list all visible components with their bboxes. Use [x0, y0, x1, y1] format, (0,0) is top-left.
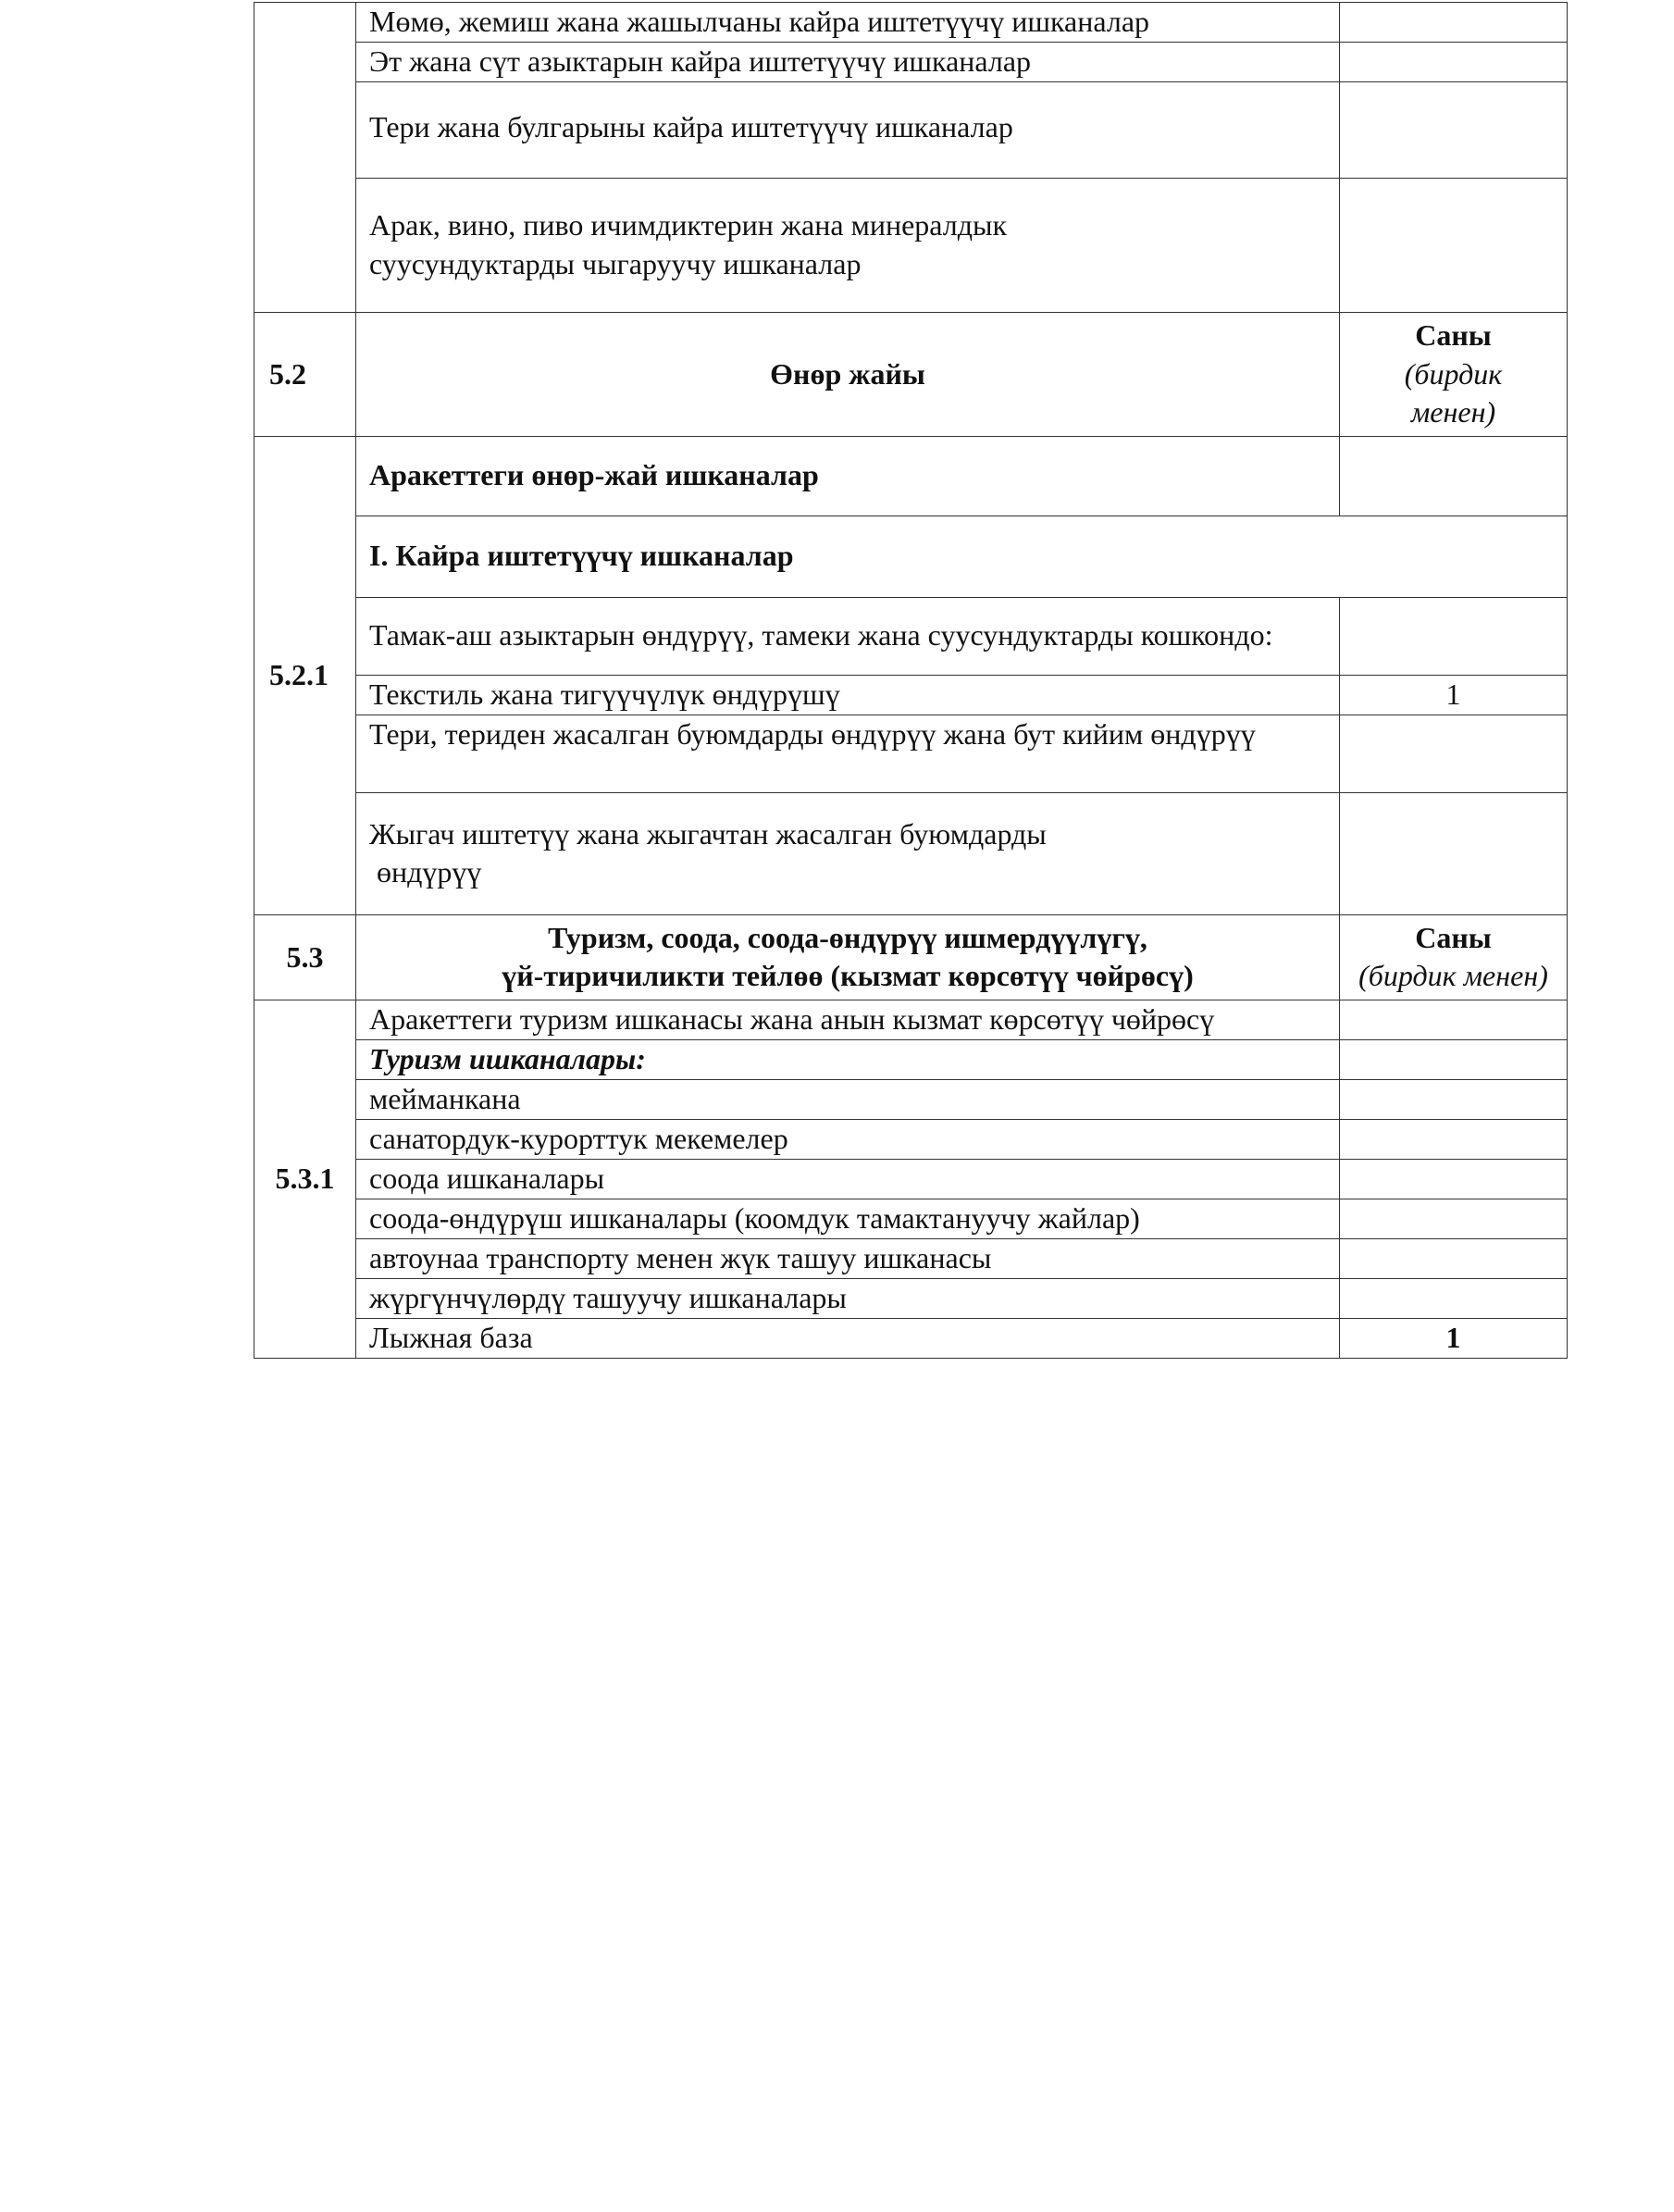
table-row	[254, 82, 1568, 179]
row-label: жүргүнчүлөрдү ташуучу ишканалары	[356, 1278, 1340, 1318]
row-label: Мөмө, жемиш жана жашылчаны кайра иштетүүчү ишканалар	[356, 3, 1340, 43]
row-label-line: суусундуктарды чыгаруучу ишканалар	[369, 246, 862, 280]
row-label-line: Жыгач иштетүү жана жыгачтан жасалган буюмдарды	[369, 816, 1047, 851]
row-label: Текстиль жана тигүүчүлүк өндүрүшү	[356, 675, 1340, 715]
row-label: соода ишканалары	[356, 1159, 1340, 1199]
row-count	[1340, 82, 1568, 179]
count-header-label: Саны	[1415, 920, 1492, 954]
section-header-row	[254, 313, 1568, 437]
section-title-line: Туризм, соода, соода-өндүрүү ишмердүүлүгү,	[548, 920, 1147, 954]
section-title: Өнөр жайы	[356, 313, 1340, 437]
row-count	[1340, 436, 1568, 516]
row-count	[1340, 1000, 1568, 1039]
table-row	[254, 1079, 1568, 1119]
row-label	[356, 179, 1340, 313]
count-header	[1340, 313, 1568, 437]
row-count	[1340, 1278, 1568, 1318]
table-row	[254, 43, 1568, 82]
row-label: Эт жана сүт азыктарын кайра иштетүүчү ишканалар	[356, 43, 1340, 82]
table-row	[254, 1318, 1568, 1358]
table-row	[254, 675, 1568, 715]
section-header-row	[254, 914, 1568, 1000]
row-count	[1340, 3, 1568, 43]
row-count	[1340, 715, 1568, 792]
row-count	[1340, 1079, 1568, 1119]
table-row	[254, 1119, 1568, 1159]
table-row	[254, 1238, 1568, 1278]
group-row	[254, 516, 1568, 597]
table-row	[254, 1278, 1568, 1318]
subsection-row	[254, 1000, 1568, 1039]
group-row	[254, 1039, 1568, 1079]
statistics-table	[254, 2, 1568, 1359]
row-label: Лыжная база	[356, 1318, 1340, 1358]
row-count: 1	[1340, 675, 1568, 715]
count-header-unit: (бирдик менен)	[1404, 356, 1503, 429]
section-number: 5.2	[254, 313, 356, 437]
subsection-title: Аракеттеги туризм ишканасы жана анын кызмат көрсөтүү чөйрөсү	[356, 1000, 1340, 1039]
table-row	[254, 1199, 1568, 1238]
row-count	[1340, 597, 1568, 675]
row-count	[1340, 179, 1568, 313]
group-title: Туризм ишканалары:	[356, 1039, 1340, 1079]
row-label	[356, 792, 1340, 914]
row-count	[1340, 1199, 1568, 1238]
row-label: автоунаа транспорту менен жүк ташуу ишканасы	[356, 1238, 1340, 1278]
count-header-unit: (бирдик менен)	[1358, 959, 1548, 993]
row-count	[1340, 1159, 1568, 1199]
section-title-line: үй-тиричиликти тейлөө (кызмат көрсөтүү чөйрөсү)	[502, 959, 1194, 993]
row-label: соода-өндүрүш ишканалары (коомдук тамактануучу жайлар)	[356, 1199, 1340, 1238]
row-label: мейманкана	[356, 1079, 1340, 1119]
row-label: Тери, териден жасалган буюмдарды өндүрүү жана бут кийим өндүрүү	[356, 715, 1340, 792]
row-count	[1340, 1039, 1568, 1079]
row-count	[1340, 1238, 1568, 1278]
row-count	[1340, 792, 1568, 914]
section-title	[356, 914, 1340, 1000]
table-row	[254, 597, 1568, 675]
subsection-number: 5.3.1	[254, 1000, 356, 1358]
count-header	[1340, 914, 1568, 1000]
group-title: I. Кайра иштетүүчү ишканалар	[356, 516, 1568, 597]
number-cell	[254, 3, 356, 313]
row-count: 1	[1340, 1318, 1568, 1358]
section-number: 5.3	[254, 914, 356, 1000]
subsection-number: 5.2.1	[254, 436, 356, 914]
row-label-line: Арак, вино, пиво ичимдиктерин жана минералдык	[369, 208, 1008, 242]
subsection-title: Аракеттеги өнөр-жай ишканалар	[356, 436, 1340, 516]
row-label: санатордук-курорттук мекемелер	[356, 1119, 1340, 1159]
table-row	[254, 1159, 1568, 1199]
table-row	[254, 3, 1568, 43]
row-label: Тамак-аш азыктарын өндүрүү, тамеки жана суусундуктарды кошкондо:	[356, 597, 1340, 675]
row-label: Тери жана булгарыны кайра иштетүүчү ишканалар	[356, 82, 1340, 179]
count-header-label: Саны	[1415, 318, 1492, 352]
subsection-row	[254, 436, 1568, 516]
row-count	[1340, 43, 1568, 82]
row-count	[1340, 1119, 1568, 1159]
table-row	[254, 179, 1568, 313]
table-row	[254, 715, 1568, 792]
row-label-line: өндүрүү	[369, 855, 482, 889]
table-row	[254, 792, 1568, 914]
